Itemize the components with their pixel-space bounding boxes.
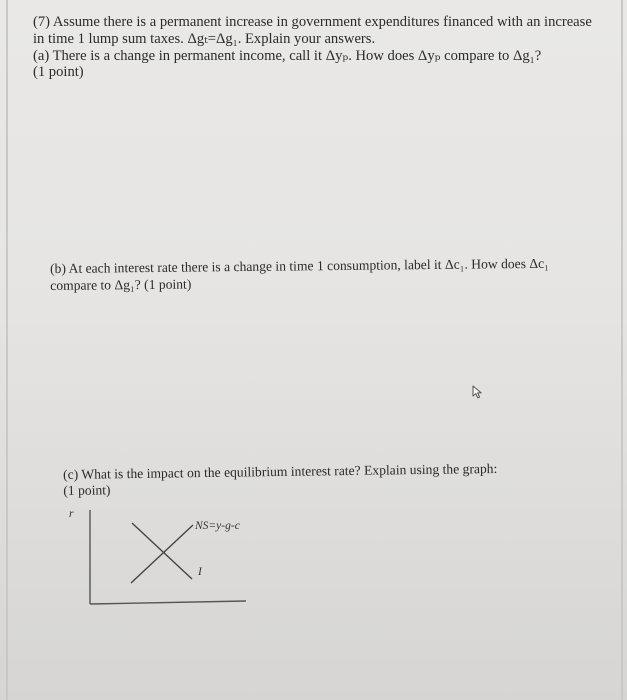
investment-curve	[132, 523, 192, 579]
page-left-edge	[6, 0, 8, 700]
part-c-points: (1 point)	[63, 481, 111, 498]
ns-curve-label: NS=y-g-c	[195, 520, 240, 532]
question-7-line-1: (7) Assume there is a permanent increase in government expenditures financed with an increase	[33, 14, 592, 30]
part-c	[63, 460, 583, 498]
mouse-pointer-icon	[471, 385, 485, 399]
part-b-line-2: compare to Δg₁? (1 point)	[50, 276, 192, 293]
question-7	[33, 14, 613, 81]
part-c-line-1: (c) What is the impact on the equilibrium interest rate? Explain using the graph:	[63, 460, 498, 482]
part-a-points: (1 point)	[33, 64, 84, 81]
question-7-line-2: in time 1 lump sum taxes. Δgₜ=Δg₁. Explain your answers.	[33, 30, 376, 47]
savings-investment-graph	[62, 502, 262, 612]
graph-y-axis-label: r	[69, 508, 74, 520]
part-b	[50, 255, 610, 294]
ns-curve	[131, 525, 193, 583]
part-a-line-1: (a) There is a change in permanent income, call it Δyₚ. How does Δyₚ compare to Δg₁?	[33, 47, 542, 64]
investment-curve-label: I	[198, 566, 202, 578]
graph-x-axis	[90, 601, 246, 604]
page-right-edge	[621, 0, 623, 700]
part-b-line-1: (b) At each interest rate there is a change in time 1 consumption, label it Δc₁. How does Δc₁	[50, 255, 549, 276]
